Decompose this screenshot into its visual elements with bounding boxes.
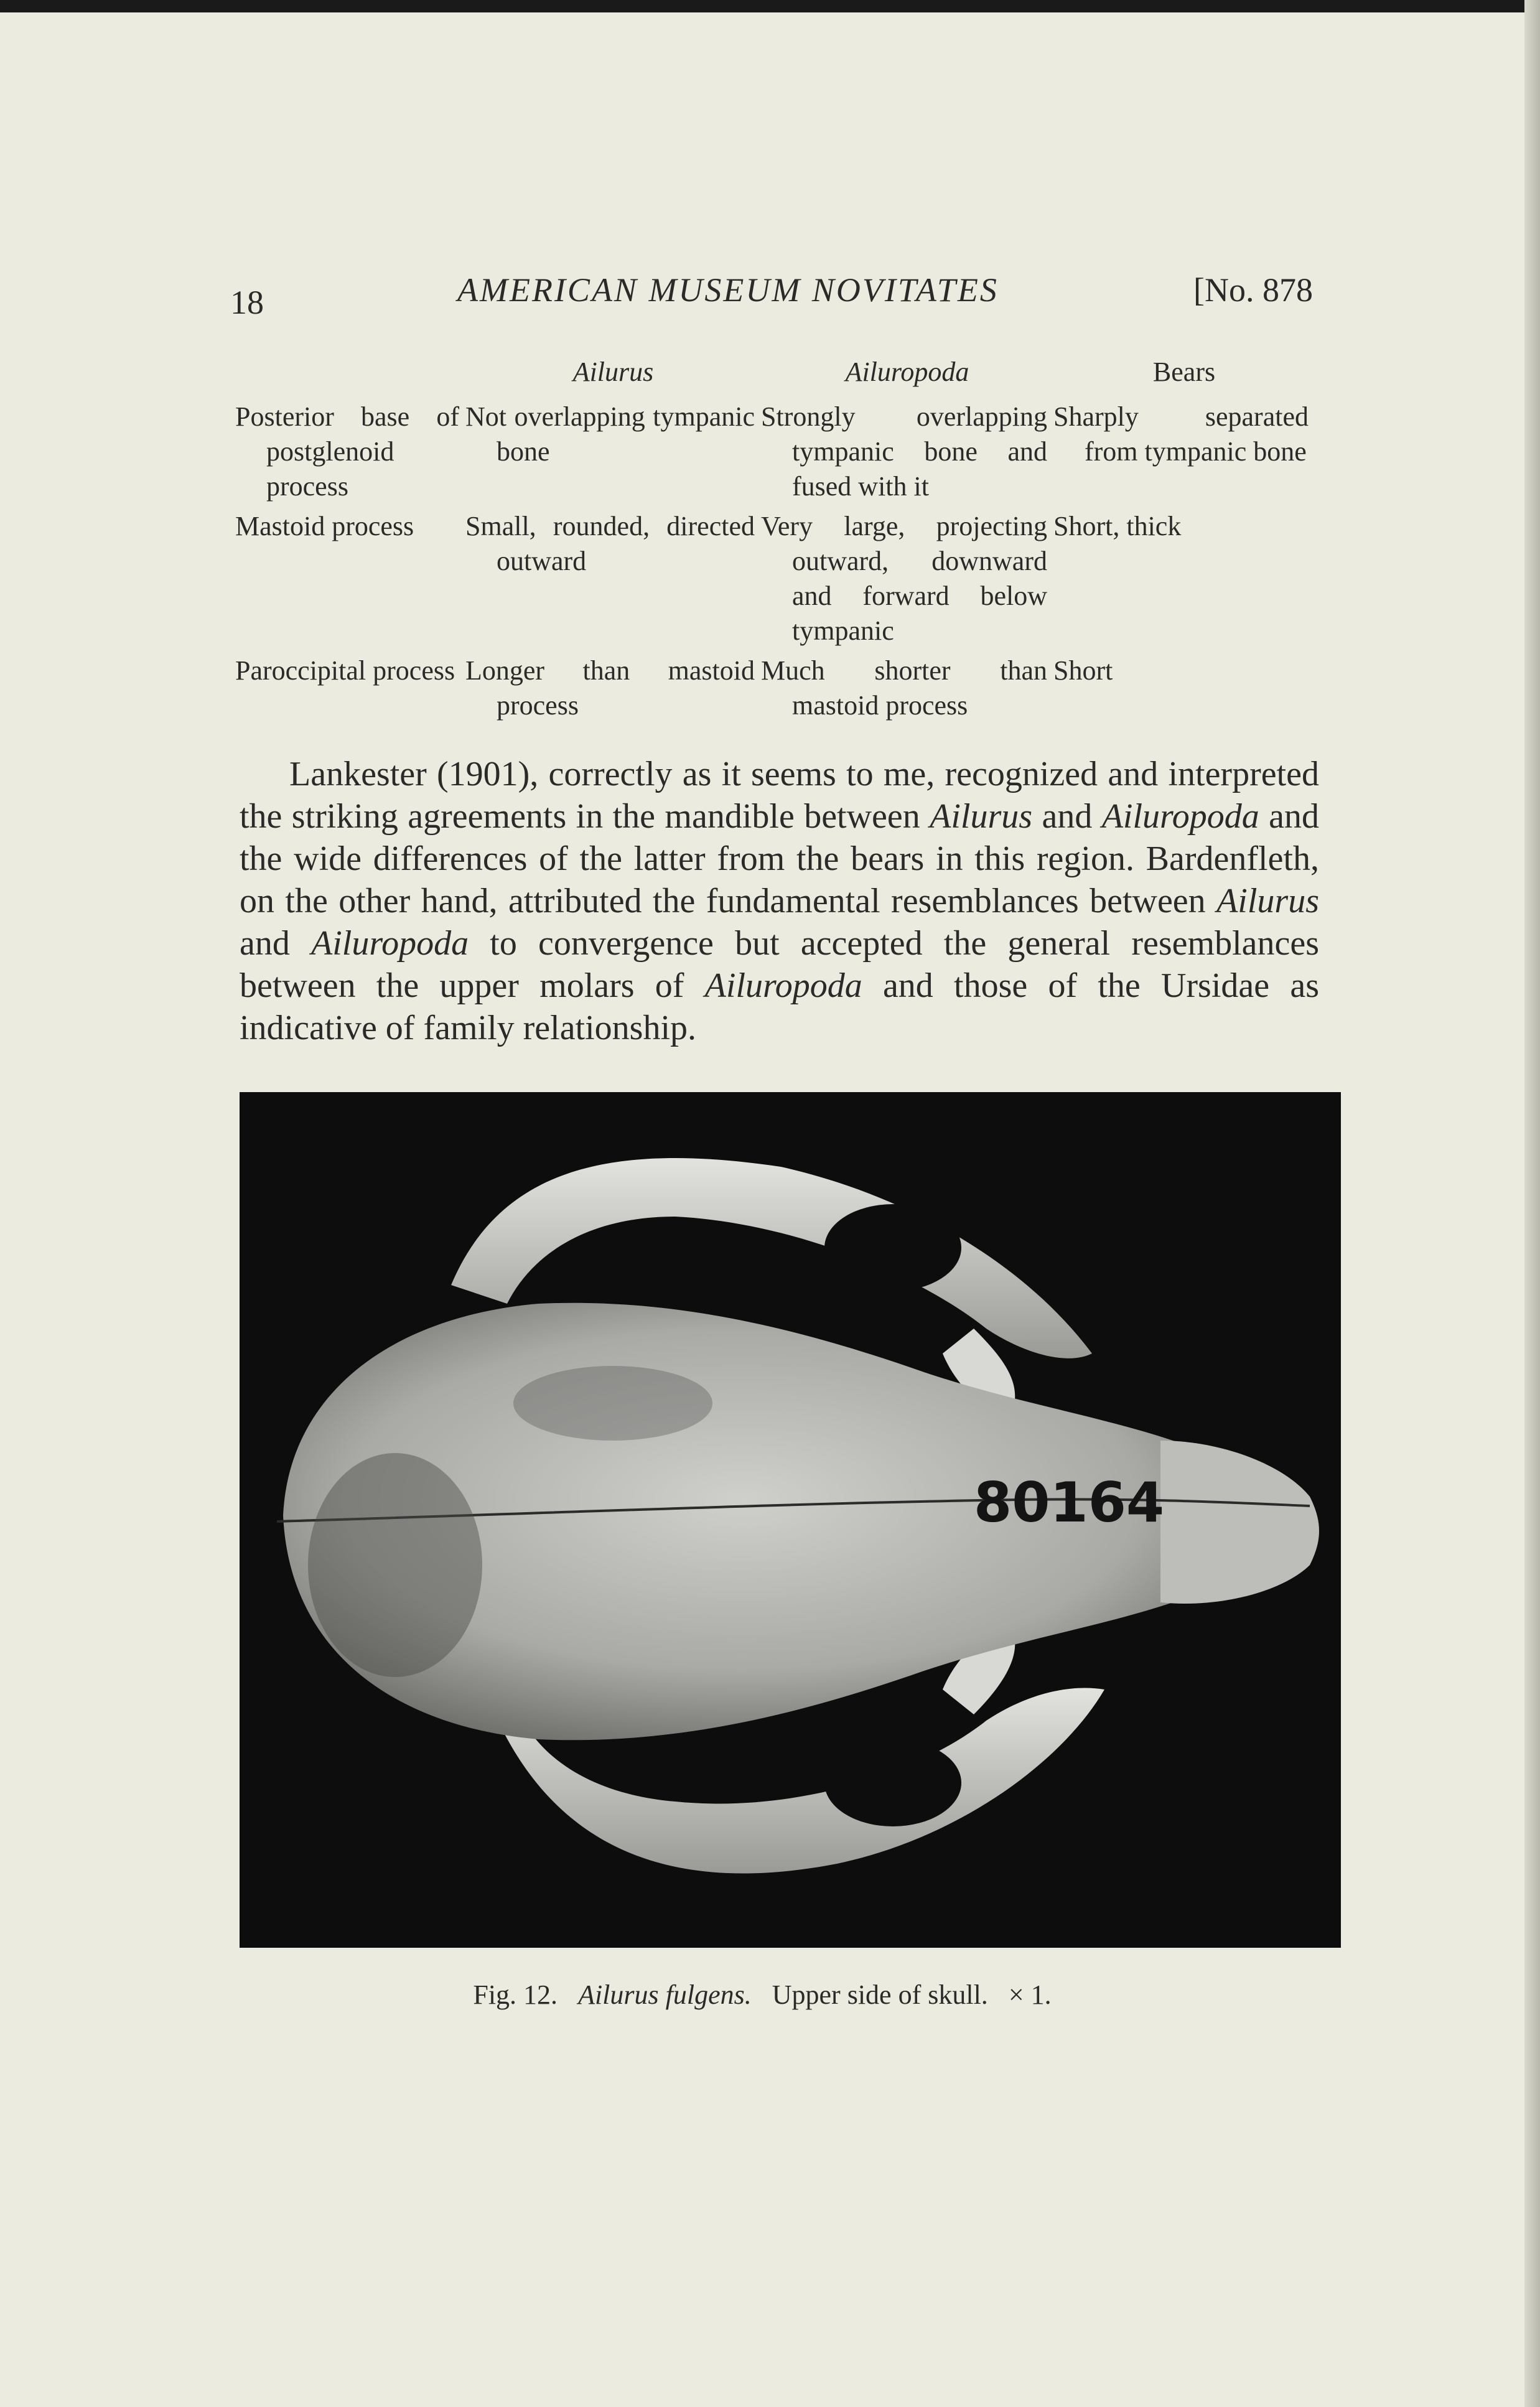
- cell-text: Short, thick: [1053, 511, 1182, 541]
- caption-text: Upper side of skull.: [772, 1979, 988, 2010]
- caption-species: Ailurus fulgens.: [578, 1979, 752, 2010]
- journal-title: AMERICAN MUSEUM NOVITATES: [457, 271, 999, 309]
- genus-name: Ailuropoda: [311, 924, 469, 963]
- page-number: 18: [230, 284, 264, 321]
- genus-name: Ailuropoda: [704, 966, 862, 1005]
- cell-text: Strongly overlapping tympanic bone and fused with it: [761, 401, 1047, 502]
- text-span: and those of the Ursidae as indicative of family relationship.: [240, 966, 1319, 1047]
- page-edge: [1524, 0, 1540, 2407]
- text-span: to convergence but accepted the general resemblances between the upper molars of: [240, 924, 1319, 1005]
- text-span: and: [1032, 797, 1102, 836]
- text-span: and the wide differences of the latter from the bears in this region. Bardenfleth, on the other hand, attributed the fundamental resemblances between: [240, 797, 1320, 920]
- table-header-feature: [235, 355, 465, 400]
- figure-caption: [0, 1979, 1524, 2011]
- genus-name: Ailurus: [930, 797, 1033, 836]
- page: [0, 12, 1524, 2407]
- skull-photograph: [240, 1092, 1341, 1948]
- table-cell-feature: [235, 400, 465, 509]
- table-cell-ailurus: [465, 653, 761, 728]
- table-cell-ailurus: [465, 400, 761, 509]
- caption-label: Fig. 12.: [473, 1979, 558, 2010]
- table-cell-feature: [235, 653, 465, 728]
- table-row: [235, 509, 1315, 653]
- table-cell-ailuropoda: [761, 400, 1053, 509]
- cell-text: Very large, projecting outward, downward and forward below tympanic: [761, 511, 1047, 646]
- cell-text: Not overlapping tympanic bone: [465, 401, 755, 467]
- caption-scale: × 1.: [1008, 1979, 1052, 2010]
- specimen-number: 80164: [974, 1470, 1165, 1535]
- table-cell-feature: [235, 509, 465, 653]
- genus-name: Ailuropoda: [1101, 797, 1259, 836]
- table-cell-ailurus: [465, 509, 761, 653]
- table-cell-bears: [1053, 400, 1315, 509]
- issue-number: [No. 878: [1193, 271, 1313, 309]
- genus-name: Ailurus: [1216, 882, 1319, 920]
- table-cell-bears: [1053, 509, 1315, 653]
- page-header: [230, 271, 1313, 320]
- table-header-ailuropoda: Ailuropoda: [845, 357, 969, 387]
- table-row: [235, 653, 1315, 728]
- skull-illustration: [240, 1092, 1341, 1948]
- table-header-bears: Bears: [1152, 357, 1216, 387]
- cell-text: Sharply separated from tympanic bone: [1053, 401, 1309, 467]
- table-cell-ailuropoda: [761, 509, 1053, 653]
- cell-text: Mastoid process: [235, 511, 414, 541]
- table-header-ailurus: Ailurus: [572, 357, 654, 387]
- table-cell-bears: [1053, 653, 1315, 728]
- cell-text: Short: [1053, 655, 1113, 686]
- table-row: [235, 400, 1315, 509]
- text-span: Lankester (1901), correctly as it seems to me, recognized and interpreted the striking agreements in the mandible between: [240, 755, 1319, 836]
- cell-text: Longer than mastoid process: [465, 655, 755, 721]
- cell-text: Small, rounded, directed outward: [465, 511, 755, 576]
- text-span: and: [240, 924, 312, 963]
- cell-text: Much shorter than mastoid process: [761, 655, 1047, 721]
- table-header-row: [235, 355, 1315, 400]
- body-paragraph: [240, 753, 1319, 1049]
- table-cell-ailuropoda: [761, 653, 1053, 728]
- comparison-table: [235, 355, 1315, 728]
- cell-text: Paroccipital process: [235, 655, 455, 686]
- cell-text: Posterior base of postglenoid process: [235, 401, 459, 502]
